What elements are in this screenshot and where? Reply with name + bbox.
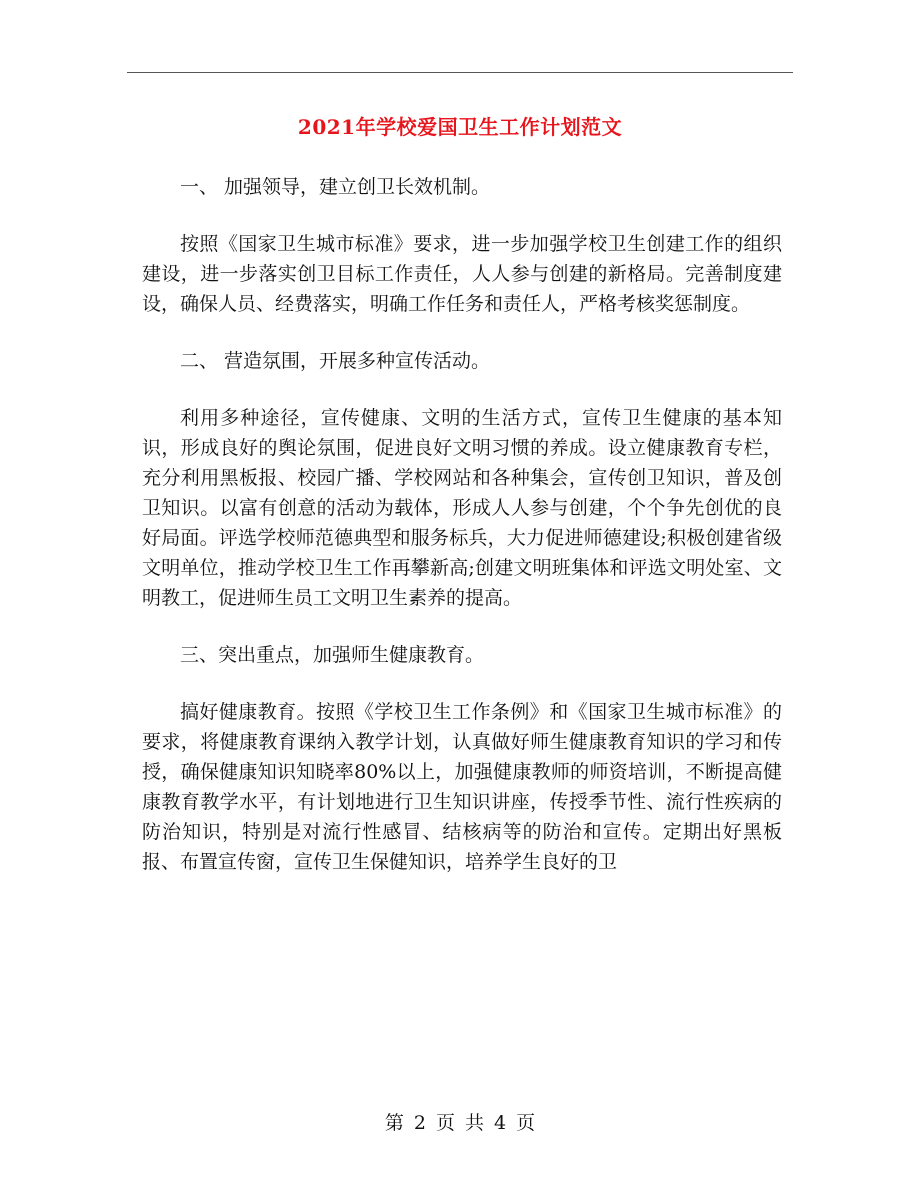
body-paragraph-2: 利用多种途径，宣传健康、文明的生活方式，宣传卫生健康的基本知识，形成良好的舆论氛围，促进良好文明习惯的养成。设立健康教育专栏，充分利用黑板报、校园广播、学校网站和各种集会，宣传创卫知识，普及创卫知识。以富有创意的活动为载体，形成人人参与创建，个个争先创优的良好局面。评选学校师范德典型和服务标兵，大力促进师德建设;积极创建省级文明单位，推动学校卫生工作再攀新高;创建文明班集体和评选文明处室、文明教工，促进师生员工文明卫生素养的提高。 <box>142 407 782 609</box>
section-heading-3: 三、突出重点，加强师生健康教育。 <box>180 644 485 666</box>
page-number-footer: 第 2 页 共 4 页 <box>384 1112 536 1134</box>
header-rule <box>127 72 793 73</box>
document-title: 2021年学校爱国卫生工作计划范文 <box>297 115 623 139</box>
body-paragraph-1: 按照《国家卫生城市标准》要求，进一步加强学校卫生创建工作的组织建设，进一步落实创卫目标工作责任，人人参与创建的新格局。完善制度建设，确保人员、经费落实，明确工作任务和责任人，严格考核奖惩制度。 <box>142 233 782 315</box>
section-heading-2: 二、 营造氛围，开展多种宣传活动。 <box>180 350 491 372</box>
body-paragraph-3: 搞好健康教育。按照《学校卫生工作条例》和《国家卫生城市标准》的要求，将健康教育课纳入教学计划，认真做好师生健康教育知识的学习和传授，确保健康知识知晓率80%以上，加强健康教师的师资培训，不断提高健康教育教学水平，有计划地进行卫生知识讲座，传授季节性、流行性疾病的防治知识，特别是对流行性感冒、结核病等的防治和宣传。定期出好黑板报、布置宣传窗，宣传卫生保健知识，培养学生良好的卫 <box>142 701 782 873</box>
document-body <box>142 172 782 904</box>
section-heading-1: 一、 加强领导，建立创卫长效机制。 <box>180 176 491 198</box>
